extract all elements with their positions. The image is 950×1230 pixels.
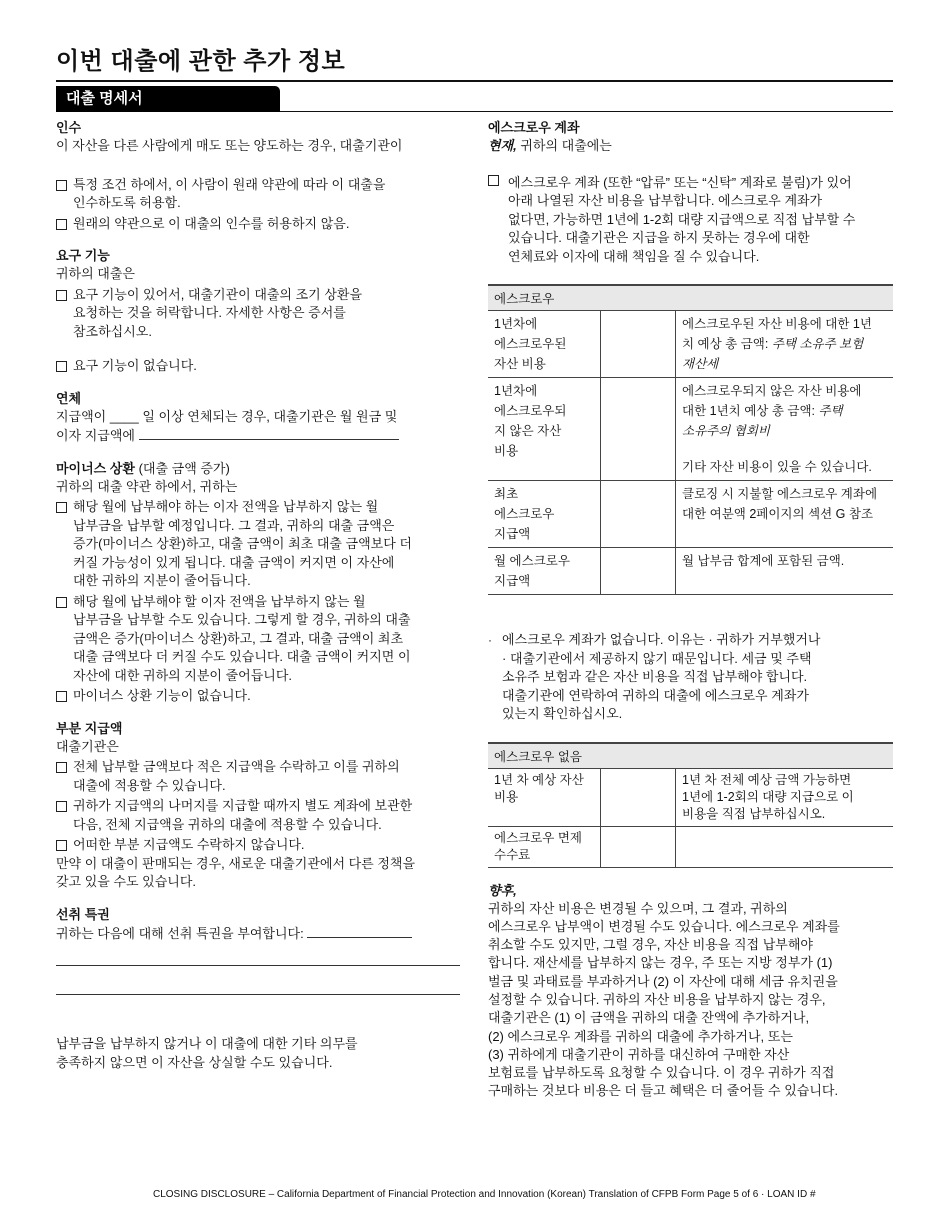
tab-divider	[280, 111, 893, 112]
demand-feature-option-has: 요구 기능이 있어서, 대출기관이 대출의 조기 상환을 요청하는 것을 허락합니다. 자세한 사항은 증서를 참조하십시오.	[56, 286, 460, 342]
negative-amortization-intro: 귀하의 대출 약관 하에서, 귀하는	[56, 478, 238, 494]
checkbox[interactable]	[56, 691, 67, 702]
security-interest-text: 귀하는 다음에 대해 선취 특권을 부여합니다:	[56, 924, 460, 944]
table-row: 최초 에스크로우 지급액 클로징 시 지불할 에스크로우 계좌에 대한 여분액 2페이지의 섹션 G 참조	[488, 481, 893, 548]
page-title: 이번 대출에 관한 추가 정보	[56, 48, 346, 75]
bullet-icon[interactable]: ·	[488, 633, 492, 647]
table-row: 1년차에 에스크로우되 지 않은 자산 비용 에스크로우되지 않은 자산 비용에 대한 1년치 예상 총 금액: 주택 소유주의 협회비 기타 자산 비용이 있을 수 있습니다.	[488, 378, 893, 481]
right-column	[488, 119, 893, 1101]
table-row: 1년차에 에스크로우된 자산 비용 에스크로우된 자산 비용에 대한 1년 치 예상 총 금액: 주택 소유주 보험 재산세	[488, 311, 893, 378]
no-escrow-table-header: 에스크로우 없음	[488, 743, 893, 769]
checkbox[interactable]	[56, 801, 67, 812]
partial-payments-note: 만약 이 대출이 판매되는 경우, 새로운 대출기관에서 다른 정책을 갖고 있을 수도 있습니다.	[56, 855, 416, 889]
negative-amortization-heading: 마이너스 상환 (대출 금액 증가)	[56, 460, 230, 476]
escrow-account-option-has: 에스크로우 계좌 (또한 “압류” 또는 “신탁” 계좌로 불림)가 있어 아래 나열된 자산 비용을 납부합니다. 에스크로우 계좌가 없다면, 가능하면 1년에 1-2회 대량 지급액으로 직접 납부할 수 있습니다. 대출기관은 지급을 하지 못하는 경우에 대한 연체료와 이자에 대해 책임을 질 수 있습니다.	[488, 174, 893, 267]
negative-amortization-option-none: 마이너스 상환 기능이 없습니다.	[56, 687, 460, 706]
partial-payments-option-hold: 귀하가 지급액의 나머지를 지급할 때까지 별도 계좌에 보관한 다음, 전체 지급액을 귀하의 대출에 적용할 수 있습니다.	[56, 797, 460, 834]
security-interest-warning: 납부금을 납부하지 않거나 이 대출에 대한 기타 의무를 충족하지 않으면 이 자산을 상실할 수도 있습니다.	[56, 1036, 358, 1070]
negative-amortization-option-scheduled: 해당 월에 납부해야 하는 이자 전액을 납부하지 않는 월 납부금을 납부할 예정입니다. 그 결과, 귀하의 대출 금액은 증가(마이너스 상환)하고, 대출 금액이 최초 대출 금액보다 더 커질 가능성이 있게 됩니다. 대출 금액이 커지면 이 자산에 대한 귀하의 지분이 줄어듭니다.	[56, 498, 460, 591]
checkbox[interactable]	[56, 840, 67, 851]
checkbox[interactable]	[56, 597, 67, 608]
late-charge-blank[interactable]	[139, 426, 399, 440]
partial-payments-section	[56, 720, 460, 892]
page-footer: CLOSING DISCLOSURE – California Department of Financial Protection and Innovation (Korean) Translation of CFPB Form Page 5 of 6 · LOAN ID #	[153, 1189, 816, 1200]
partial-payments-option-none: 어떠한 부분 지급액도 수락하지 않습니다.	[56, 836, 460, 855]
escrow-table	[488, 284, 893, 595]
section-tab-loan-disclosures: 대출 명세서	[56, 86, 280, 112]
partial-payments-intro: 대출기관은	[56, 738, 119, 754]
left-column	[56, 119, 460, 1072]
checkbox[interactable]	[488, 175, 499, 186]
checkbox[interactable]	[56, 180, 67, 191]
negative-amortization-option-may: 해당 월에 납부해야 할 이자 전액을 납부하지 않는 월 납부금을 납부할 수도 있습니다. 그렇게 할 경우, 귀하의 대출 금액은 증가(마이너스 상환)하고, 그 결과, 대출 금액이 최초 대출 금액보다 더 커질 수도 있습니다. 대출 금액이 커지면 이 자산에 대한 귀하의 지분이 줄어듭니다.	[56, 593, 460, 686]
security-interest-blank-1[interactable]	[307, 924, 412, 938]
security-interest-section	[56, 906, 460, 1073]
escrow-table-header: 에스크로우	[488, 285, 893, 311]
checkbox[interactable]	[56, 290, 67, 301]
future-heading: 향후,	[488, 882, 517, 898]
partial-payments-heading: 부분 지급액	[56, 720, 123, 736]
assumption-section	[56, 119, 460, 233]
partial-payments-option-apply: 전체 납부할 금액보다 적은 지급액을 수락하고 이를 귀하의 대출에 적용할 수 있습니다.	[56, 758, 460, 795]
checkbox[interactable]	[56, 502, 67, 513]
no-escrow-option: · 에스크로우 계좌가 없습니다. 이유는 · 귀하가 거부했거나 · 대출기관에서 제공하지 않기 때문입니다. 세금 및 주택 소유주 보험과 같은 자산 비용을 직접 납부해야 합니다. 대출기관에 연락하여 귀하의 대출에 에스크로우 계좌가 있는지 확인하십시오.	[488, 632, 821, 721]
escrow-account-intro: 현재, 귀하의 대출에는	[488, 138, 612, 153]
table-row: 1년 차 예상 자산 비용 1년 차 전체 예상 금액 가능하면 1년에 1-2회의 대량 지급으로 이 비용을 직접 납부하십시오.	[488, 768, 893, 826]
no-escrow-table	[488, 742, 893, 868]
negative-amortization-section	[56, 460, 460, 706]
table-row: 월 에스크로우 지급액 월 납부금 합계에 포함된 금액.	[488, 548, 893, 595]
checkbox[interactable]	[56, 361, 67, 372]
late-payment-section	[56, 390, 460, 446]
assumption-option-deny: 원래의 약관으로 이 대출의 인수를 허용하지 않음.	[56, 215, 460, 234]
security-interest-heading: 선취 특권	[56, 906, 110, 922]
assumption-intro: 이 자산을 다른 사람에게 매도 또는 양도하는 경우, 대출기관이	[56, 138, 403, 153]
title-divider	[56, 80, 893, 82]
assumption-option-allow: 특정 조건 하에서, 이 사람이 원래 약관에 따라 이 대출을 인수하도록 허용함.	[56, 176, 460, 213]
future-text: 귀하의 자산 비용은 변경될 수 있으며, 그 결과, 귀하의 에스크로우 납부액이 변경될 수도 있습니다. 에스크로우 계좌를 취소할 수도 있지만, 그럴 경우, 자산 비용을 직접 납부해야 합니다. 재산세를 납부하지 않는 경우, 주 또는 지방 정부가 (1) 벌금 및 과태료를 부과하거나 (2) 이 자산에 대해 세금 유치권을 설정할 수 있습니다. 귀하의 자산 비용을 납부하지 않는 경우, 대출기관은 (1) 이 금액을 귀하의 대출 잔액에 추가하거나, (2) 에스크로우 계좌를 귀하의 대출에 추가하거나, 또는 (3) 귀하에게 대출기관이 귀하를 대신하여 구매한 자산 보험료를 납부하도록 요청할 수 있습니다. 이 경우 귀하가 직접 구매하는 것보다 비용은 더 들고 혜택은 더 줄어들 수 있습니다.	[488, 900, 840, 1099]
demand-feature-heading: 요구 기능	[56, 248, 110, 263]
assumption-heading: 인수	[56, 120, 82, 135]
checkbox[interactable]	[56, 219, 67, 230]
table-row: 에스크로우 면제 수수료	[488, 826, 893, 867]
demand-feature-intro: 귀하의 대출은	[56, 266, 135, 281]
escrow-account-heading: 에스크로우 계좌	[488, 120, 580, 135]
demand-feature-section	[56, 247, 460, 376]
security-interest-blank-2[interactable]	[56, 965, 460, 966]
late-payment-heading: 연체	[56, 390, 82, 406]
security-interest-blank-3[interactable]	[56, 994, 460, 995]
demand-feature-option-none: 요구 기능이 없습니다.	[56, 357, 460, 376]
late-payment-text: 지급액이 ____ 일 이상 연체되는 경우, 대출기관은 월 원금 및 이자 지급액에	[56, 408, 398, 443]
checkbox[interactable]	[56, 762, 67, 773]
